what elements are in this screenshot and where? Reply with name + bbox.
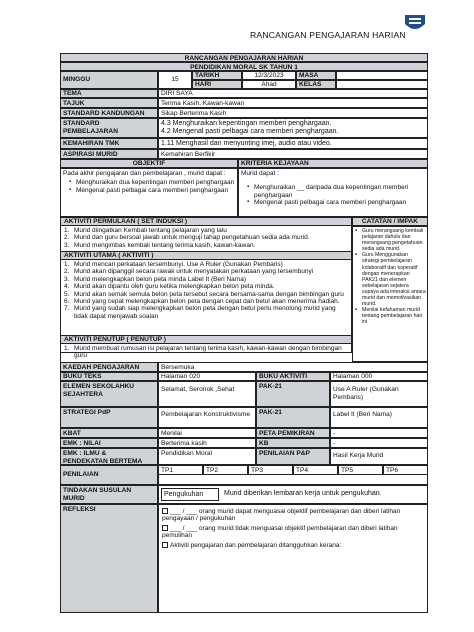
- ess-value: Selamat, Seronok ,Sehat: [158, 381, 256, 407]
- tema-value: DIRI SAYA: [158, 89, 428, 98]
- permulaan-item: 1. Murid diingatkan Kembali tentang pelajaran yang lalu: [64, 227, 227, 234]
- refleksi-label: REFLEKSI: [60, 504, 158, 613]
- buku-aktiviti-value: Halaman 000: [330, 372, 428, 381]
- buku-aktiviti-label: BUKU AKTIVITI: [256, 372, 330, 381]
- utama-list: [64, 261, 350, 320]
- kelas-label: KELAS: [296, 80, 336, 89]
- pak21-label-b: PAK-21: [256, 407, 330, 428]
- refleksi-item[interactable]: [162, 508, 424, 523]
- tp2-cell[interactable]: TP2: [203, 465, 248, 475]
- kaedah-value: Bersemuka: [158, 362, 428, 372]
- kriteria-label: KRITERIA KEJAYAAN: [238, 159, 428, 168]
- permulaan-item-text: Murid diingatkan Kembali tentang pelajaran yang lalu: [74, 227, 227, 234]
- utama-item: 3. Murid melengkapkan belon peta minda Label It (Beri Nama): [64, 275, 246, 283]
- utama-item: 7. Murid yang sudah siap melengkapkan belon peta dengan betul perlu menolong murid yang tidak dapat menjawab soalan: [64, 305, 336, 320]
- penutup-item-text: Murid membuat rumusan isi pelajaran tentang terima kasih, kawan-kawan dengan bimbingan guru: [74, 345, 342, 360]
- permulaan-label: AKTIVITI PERMULAAN ( SET INDUKSI ): [60, 217, 352, 226]
- form-subtitle: PENDIDIKAN MORAL SK TAHUN 1: [60, 62, 428, 71]
- masa-label: MASA: [296, 71, 336, 80]
- emk-ilmu-label-line2: PENDEKATAN BERTEMA: [63, 457, 143, 465]
- catatan-list: [355, 228, 426, 326]
- penilaian-label: PENILAIAN: [60, 465, 158, 485]
- page-header-title: RANCANGAN PENGAJARAN HARIAN: [250, 30, 406, 40]
- refleksi-item-text: ___ / ___ orang murid dapat menguasai objektif pembelajaran dan diberi latihan pengayaan / pengukuhan: [162, 508, 401, 523]
- tp5-cell[interactable]: TP5: [338, 465, 383, 475]
- sp-label: [60, 118, 158, 138]
- objektif-label: OBJEKTIF: [60, 159, 238, 168]
- emk-ilmu-label: [60, 448, 158, 465]
- utama-item-text: Murid akan dipanggil secara rawak untuk menyatakan perkataan yang tersembunyi: [74, 268, 314, 276]
- minggu-label: MINGGU: [60, 71, 158, 89]
- emk-ilmu-value: Pendidikan Moral: [158, 448, 256, 465]
- tarikh-value: 12/3/2023: [242, 71, 296, 80]
- permulaan-list: [64, 227, 350, 249]
- sk-label: STANDARD KANDUNGAN: [60, 108, 158, 118]
- sp-item-1: 4.3 Menghuraikan kepentingan memberi penghargaan.: [161, 120, 332, 127]
- kriteria-intro: Murid dapat :: [241, 170, 279, 177]
- tema-label: TEMA: [60, 89, 158, 98]
- penutup-label: AKTIVITI PENUTUP ( PENUTUP ): [60, 335, 352, 344]
- utama-item: 6. Murid yang cepat melengkapkan belon peta dengan cepat dan betul akan menerima hadiah.: [64, 298, 340, 306]
- tarikh-label: TARIKH: [192, 71, 242, 80]
- susulan-option-a[interactable]: Pengukuhan: [161, 488, 219, 501]
- checkbox-icon[interactable]: [162, 508, 168, 514]
- utama-item: 5. Murid akan semak semula belon peta tersebut secara bersama-sama dengan bimbingan guru: [64, 290, 344, 298]
- utama-item-text: Murid yang cepat melengkapkan belon peta dengan cepat dan betul akan menerima hadiah.: [74, 298, 340, 306]
- kriteria-item: ▪ Mengenal pasti pelbagai cara memberi penghargaan: [247, 199, 425, 206]
- sp-label-line2: PEMBELAJARAN: [63, 127, 118, 135]
- permulaan-item-text: Murid mengimbas kembali tentang terima kasih, kawan-kawan.: [74, 241, 256, 249]
- penutup-list: [64, 345, 350, 360]
- refleksi-content: [158, 504, 428, 613]
- catatan-label: CATATAN / IMPAK: [352, 217, 428, 226]
- catatan-item: ▪ Guru Menggunakan strategi pembelajaran kolaboratif dan koperatif dengan menerapkan PAK21 dan elemen sebelajaran sejatera supaya ada interaksi antara murid dan memotivasikan murid.: [355, 252, 426, 307]
- objektif-content: [60, 168, 238, 217]
- hari-value: Ahad: [242, 80, 296, 89]
- pak21-value-b: Label It (Beri Nama): [330, 407, 428, 428]
- hari-label: HARI: [192, 80, 242, 89]
- refleksi-item-text: Aktiviti pengajaran dan pembelajaran ditangguhkan kerana:: [170, 541, 342, 549]
- refleksi-item-text: ___ / ___ orang murid tidak menguasai objektif pembelajaran dan diberi latihan pemulihan: [162, 524, 398, 540]
- peta-value: -: [330, 428, 428, 438]
- tmk-label: KEMAHIRAN TMK: [60, 138, 158, 149]
- permulaan-item: 2. Murid dan guru bersoal jawab untuk menguji tahap pengetahuan sedia ada murid.: [64, 234, 310, 242]
- catatan-item: ▪ Guru merangsang kembali pelajaran dahulu dan merangsang pengetahuan sedia ada murid.: [355, 228, 426, 252]
- masa-value: [336, 71, 428, 80]
- sp-label-line1: STANDARD: [63, 120, 100, 127]
- peta-label: PETA PEMIKIRAN: [256, 428, 330, 438]
- susulan-option-b[interactable]: Murid diberikan lembaran kerja untuk pengukuhan.: [224, 490, 382, 497]
- refleksi-item[interactable]: [162, 542, 424, 549]
- permulaan-item-text: Murid dan guru bersoal jawab untuk menguji tahap pengetahuan sedia ada murid.: [74, 234, 310, 242]
- objektif-item: ▪ Menghuraikan dua kepentingan memberi penghargaan: [69, 179, 235, 186]
- ess-label-line1: ELEMEN SEKOLAHKU: [63, 383, 135, 390]
- catatan-item: ▪ Menilai kefahaman murid tentang pembelajaran hari ini: [355, 307, 426, 325]
- tajuk-label: TAJUK: [60, 98, 158, 108]
- tp1-cell[interactable]: TP1: [158, 465, 203, 475]
- refleksi-item[interactable]: [162, 525, 424, 540]
- utama-item: 2. Murid akan dipanggil secara rawak untuk menyatakan perkataan yang tersembunyi: [64, 268, 314, 276]
- susulan-label-line1: TINDAKAN SUSULAN: [63, 487, 132, 494]
- utama-item: 4. Murid akan dipantu oleh guru ketika melengkapkan belon peta minda.: [64, 283, 275, 291]
- tajuk-value: Terima Kasih, Kawan-kawan: [158, 98, 428, 108]
- permulaan-item: 3. Murid mengimbas kembali tentang terima kasih, kawan-kawan.: [64, 241, 256, 249]
- susulan-label: [60, 485, 158, 504]
- buku-teks-label: BUKU TEKS: [60, 372, 158, 381]
- aspirasi-value: Kemahiran Berfikir: [158, 149, 428, 159]
- pnp-value: Hasil Kerja Murid: [330, 448, 428, 465]
- tmk-value: 1.11 Menghasil dan menyunting imej, audio atau video.: [158, 138, 428, 149]
- ess-label: [60, 381, 158, 407]
- pak21-value-a: Use A Ruler (Gunakan Pembaris): [330, 381, 428, 407]
- kriteria-content: [238, 168, 428, 217]
- pak21-label-a: PAK-21: [256, 381, 330, 407]
- utama-item: 1. Murid mencari perkataan tersembunyi. Use A Ruler (Gunakan Pembaris): [64, 261, 283, 268]
- sp-item-2: 4.2 Mengenal pasti pelbagai cara memberi penghargaan.: [161, 128, 339, 136]
- sp-value: [158, 118, 428, 138]
- penutup-item: 1. Murid membuat rumusan isi pelajaran tentang terima kasih, kawan-kawan dengan bimbingan guru: [64, 345, 342, 360]
- kaedah-label: KAEDAH PENGAJARAN: [60, 362, 158, 372]
- kb-label: KB: [256, 438, 330, 448]
- emk-nilai-value: Berterima kasih: [158, 438, 256, 448]
- tp6-cell[interactable]: TP6: [383, 465, 428, 475]
- school-logo-icon: [402, 12, 428, 36]
- utama-item-text: Murid akan semak semula belon peta tersebut secara bersama-sama dengan bimbingan guru: [74, 290, 344, 298]
- kelas-value: [336, 80, 428, 89]
- kriteria-item: ▪ Menghuraikan __ daripada dua kepentingan memberi penghargaan: [247, 184, 425, 199]
- susulan-label-line2: MURID: [63, 494, 85, 502]
- objektif-item: ▪ Mengenal pasti pelbagai cara memberi penghargaan: [69, 187, 235, 194]
- emk-nilai-label: EMK : NILAI: [60, 438, 158, 448]
- minggu-value: 15: [158, 71, 192, 89]
- utama-item-text: Murid melengkapkan belon peta minda Label It (Beri Nama): [74, 275, 246, 283]
- strategi-label: STRATEGI PdP: [60, 407, 158, 428]
- tp4-cell[interactable]: TP4: [293, 465, 338, 475]
- utama-item-text: Murid mencari perkataan tersembunyi. Use A Ruler (Gunakan Pembaris): [74, 261, 283, 268]
- kbat-value: Menilai: [158, 428, 256, 438]
- sk-value: Sikap Berterima Kasih: [158, 108, 428, 118]
- form-title: RANCANGAN PENGAJARAN HARIAN: [60, 53, 428, 62]
- kbat-label: KBAT: [60, 428, 158, 438]
- checkbox-icon[interactable]: [162, 525, 168, 531]
- objektif-intro: Pada akhir pengajaran dan pembelajaran , murid dapat :: [63, 170, 226, 177]
- utama-item-text: Murid akan dipantu oleh guru ketika melengkapkan belon peta minda.: [74, 283, 275, 291]
- utama-item-text: Murid yang sudah siap melengkapkan belon peta dengan betul perlu menolong murid yang tidak dapat menjawab soalan: [74, 305, 336, 320]
- pnp-label: PENILAIAN P&P: [256, 448, 330, 465]
- checkbox-icon[interactable]: [162, 542, 168, 548]
- strategi-value: Pembelajaran Konstruktivisme: [158, 407, 256, 428]
- emk-ilmu-label-line1: EMK : ILMU &: [63, 450, 107, 457]
- utama-label: AKTIVITI UTAMA ( AKTIVITI ): [60, 251, 352, 260]
- tp3-cell[interactable]: TP3: [248, 465, 293, 475]
- kb-value: -: [330, 438, 428, 448]
- ess-label-line2: SEJAHTERA: [63, 390, 103, 398]
- aspirasi-label: ASPIRASI MURID: [60, 149, 158, 159]
- buku-teks-value: Halaman 020: [158, 372, 256, 381]
